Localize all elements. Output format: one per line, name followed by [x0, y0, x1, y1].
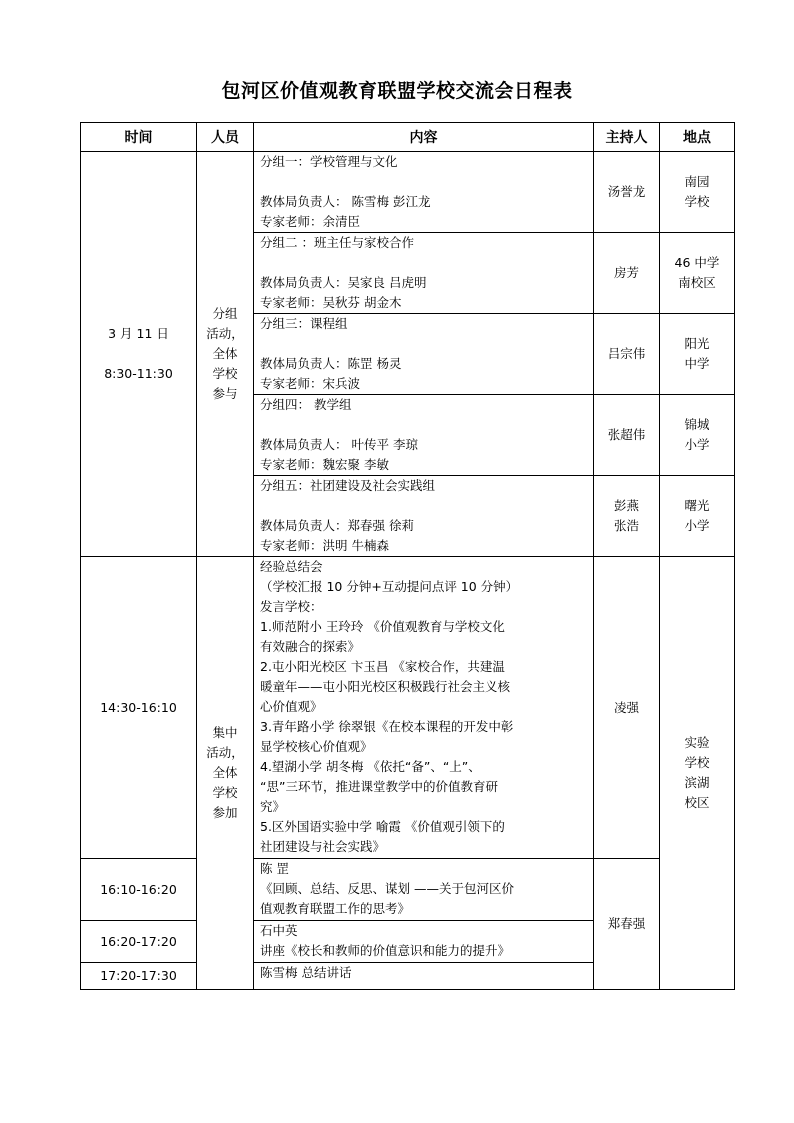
session-time: 16:10-16:20 — [81, 859, 197, 921]
session-host: 凌强 — [594, 557, 660, 859]
group-host: 汤誉龙 — [594, 152, 660, 233]
session-time: 14:30-16:10 — [81, 557, 197, 859]
morning-date: 3 月 11 日 — [108, 326, 169, 341]
morning-time-range: 8:30-11:30 — [104, 366, 173, 381]
table-row — [81, 152, 735, 233]
session-content: 经验总结会 （学校汇报 10 分钟+互动提问点评 10 分钟） 发言学校： 1.师范附小 王玲玲 《价值观教育与学校文化 有效融合的探索》 2.屯小阳光校区 卞玉昌 《家校合作，共建温 暖童年——屯小阳光校区积极践行社会主义核 心价值观》 3.青年路小学 徐翠银《在校本课程的开发中彰 显学校核心价值观》 4.望湖小学 胡冬梅 《依托“备”、“上”、 “思”三环节，推进课堂教学中的价值教育研 究》 5.区外国语实验中学 喻霞 《价值观引领下的 社团建设与社会实践》 — [254, 557, 594, 859]
afternoon-place-cell: 实验 学校 滨湖 校区 — [660, 557, 735, 990]
session-content: 陈雪梅 总结讲话 — [254, 963, 594, 990]
header-time: 时间 — [81, 123, 197, 152]
group-content: 分组五：社团建设及社会实践组 教体局负责人：郑春强 徐莉 专家老师：洪明 牛楠森 — [254, 476, 594, 557]
group-content: 分组三：课程组 教体局负责人：陈罡 杨灵 专家老师：宋兵波 — [254, 314, 594, 395]
header-host: 主持人 — [594, 123, 660, 152]
group-place: 南园 学校 — [660, 152, 735, 233]
header-place: 地点 — [660, 123, 735, 152]
group-place: 曙光 小学 — [660, 476, 735, 557]
page-title: 包河区价值观教育联盟学校交流会日程表 — [221, 80, 573, 102]
table-row — [81, 557, 735, 859]
session-time: 16:20-17:20 — [81, 921, 197, 963]
header-row — [81, 123, 735, 152]
group-host: 张超伟 — [594, 395, 660, 476]
morning-people-cell: 分组 活动， 全体 学校 参与 — [197, 152, 254, 557]
group-content: 分组四： 教学组 教体局负责人： 叶传平 李琼 专家老师：魏宏聚 李敏 — [254, 395, 594, 476]
group-place: 锦城 小学 — [660, 395, 735, 476]
group-host: 吕宗伟 — [594, 314, 660, 395]
late-host-cell: 郑春强 — [594, 859, 660, 990]
group-host: 房芳 — [594, 233, 660, 314]
session-content: 陈 罡 《回顾、总结、反思、谋划 ——关于包河区价 值观教育联盟工作的思考》 — [254, 859, 594, 921]
morning-time-cell — [81, 152, 197, 557]
table-row — [81, 859, 735, 921]
group-content: 分组二 ：班主任与家校合作 教体局负责人：吴家良 吕虎明 专家老师：吴秋芬 胡金木 — [254, 233, 594, 314]
session-time: 17:20-17:30 — [81, 963, 197, 990]
group-content: 分组一：学校管理与文化 教体局负责人： 陈雪梅 彭江龙 专家老师：余清臣 — [254, 152, 594, 233]
group-place: 46 中学 南校区 — [660, 233, 735, 314]
session-content: 石中英 讲座《校长和教师的价值意识和能力的提升》 — [254, 921, 594, 963]
afternoon-people-cell: 集中 活动， 全体 学校 参加 — [197, 557, 254, 990]
header-content: 内容 — [254, 123, 594, 152]
group-host: 彭燕 张浩 — [594, 476, 660, 557]
schedule-table — [80, 122, 735, 990]
group-place: 阳光 中学 — [660, 314, 735, 395]
header-people: 人员 — [197, 123, 254, 152]
